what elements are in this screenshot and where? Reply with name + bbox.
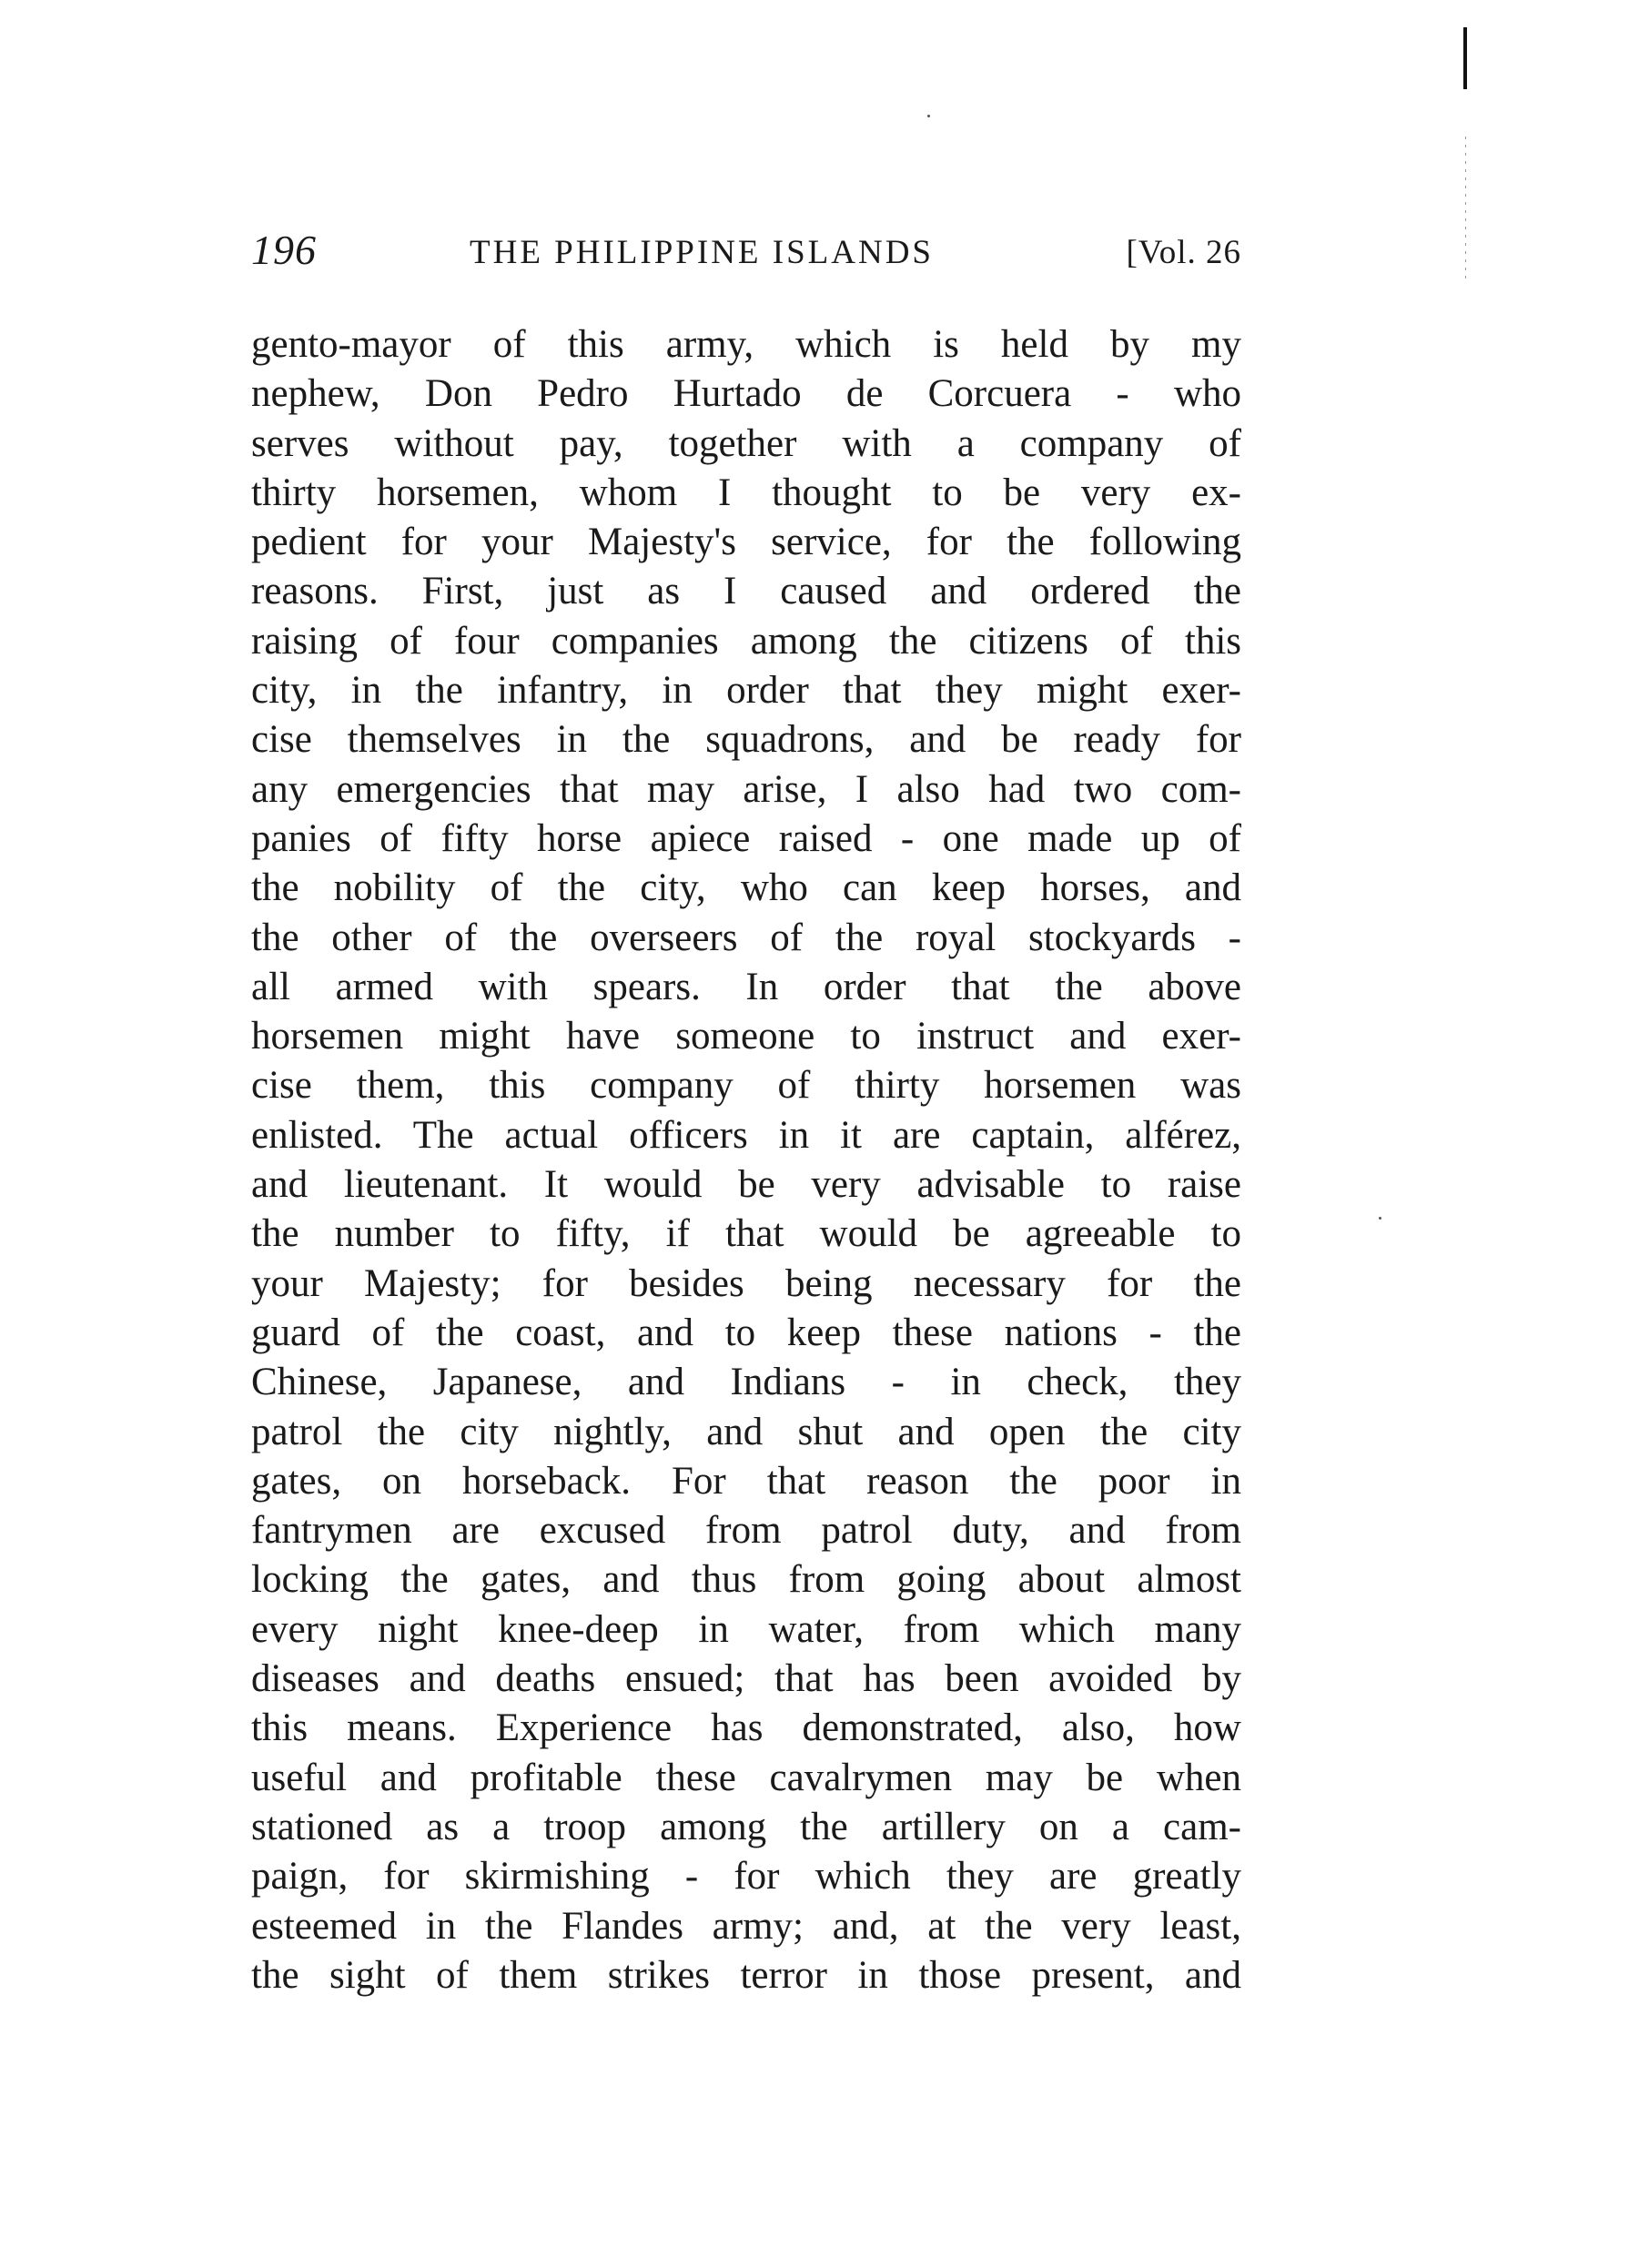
text-line: gates, on horseback. For that reason the poor in — [251, 1459, 1241, 1503]
text-line: useful and profitable these cavalrymen may be when — [251, 1756, 1241, 1799]
page-number: 196 — [251, 227, 317, 273]
text-line: diseases and deaths ensued; that has been avoided by — [251, 1657, 1241, 1701]
text-line: nephew, Don Pedro Hurtado de Corcuera - who — [251, 372, 1241, 416]
edge-bar — [1463, 27, 1467, 89]
running-title: THE PHILIPPINE ISLANDS — [470, 234, 934, 271]
text-line: locking the gates, and thus from going about almost — [251, 1558, 1241, 1602]
text-line: esteemed in the Flandes army; and, at the very least, — [251, 1904, 1241, 1948]
text-line: guard of the coast, and to keep these nations - the — [251, 1311, 1241, 1354]
text-line: and lieutenant. It would be very advisable to raise — [251, 1163, 1241, 1207]
text-line: every night knee-deep in water, from which many — [251, 1607, 1241, 1651]
text-line: the sight of them strikes terror in those present, and — [251, 1953, 1241, 1997]
text-line: stationed as a troop among the artillery on a cam- — [251, 1805, 1241, 1848]
text-line: your Majesty; for besides being necessary for the — [251, 1261, 1241, 1305]
print-speck — [1379, 1217, 1381, 1220]
body-text — [251, 320, 1241, 2000]
text-line: cise themselves in the squadrons, and be ready for — [251, 718, 1241, 762]
text-line: Chinese, Japanese, and Indians - in check, they — [251, 1361, 1241, 1404]
text-line: city, in the infantry, in order that they might exer- — [251, 669, 1241, 713]
page-edge-marks — [1460, 27, 1469, 282]
text-line: the nobility of the city, who can keep horses, and — [251, 866, 1241, 910]
text-line: cise them, this company of thirty horsemen was — [251, 1064, 1241, 1108]
text-line: raising of four companies among the citizens of this — [251, 619, 1241, 663]
volume-label: [Vol. 26 — [1126, 234, 1241, 271]
text-line: the other of the overseers of the royal stockyards - — [251, 916, 1241, 959]
text-line: enlisted. The actual officers in it are captain, alférez, — [251, 1113, 1241, 1157]
text-line: all armed with spears. In order that the above — [251, 965, 1241, 1008]
text-line: panies of fifty horse apiece raised - one made up of — [251, 816, 1241, 860]
text-line: horsemen might have someone to instruct and exer- — [251, 1015, 1241, 1058]
print-speck — [927, 115, 930, 117]
text-line: pedient for your Majesty's service, for the following — [251, 521, 1241, 564]
text-line: gento-mayor of this army, which is held by my — [251, 323, 1241, 366]
text-line: paign, for skirmishing - for which they are greatly — [251, 1855, 1241, 1898]
text-line: the number to fifty, if that would be agreeable to — [251, 1212, 1241, 1256]
text-line: reasons. First, just as I caused and ordered the — [251, 570, 1241, 613]
text-line: patrol the city nightly, and shut and open the city — [251, 1410, 1241, 1453]
running-header — [251, 226, 1241, 280]
edge-dots — [1465, 137, 1466, 282]
text-line: thirty horsemen, whom I thought to be very ex- — [251, 471, 1241, 514]
text-line: this means. Experience has demonstrated, also, how — [251, 1706, 1241, 1750]
text-line: any emergencies that may arise, I also had two com- — [251, 767, 1241, 811]
text-line: fantrymen are excused from patrol duty, and from — [251, 1509, 1241, 1553]
text-line: serves without pay, together with a company of — [251, 421, 1241, 465]
